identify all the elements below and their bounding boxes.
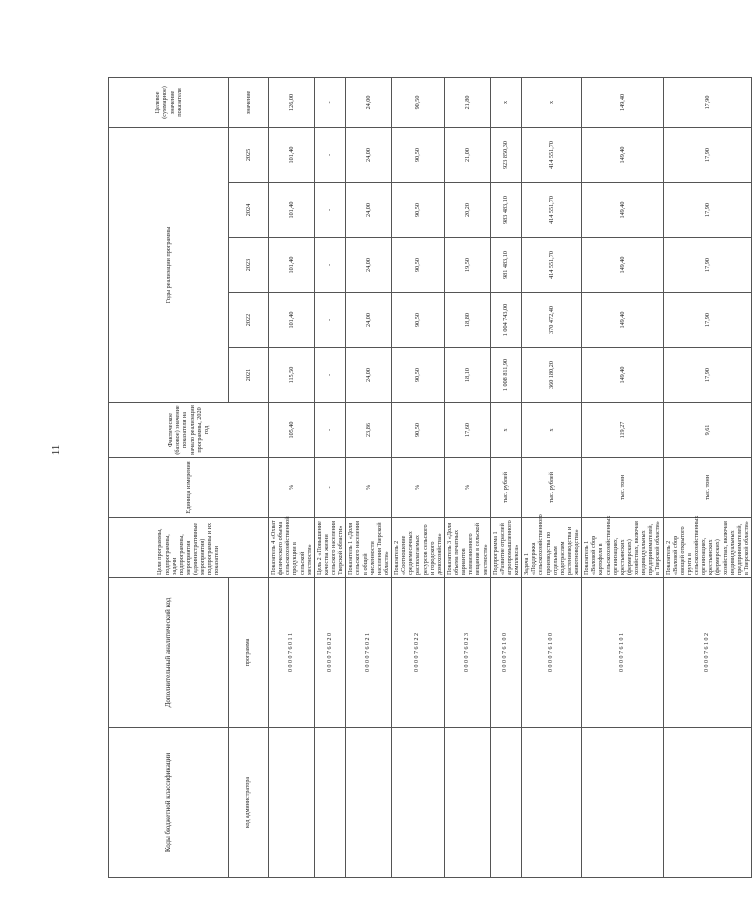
total-value-cell: 17,90 [663,77,752,127]
value-cell: 1 004 743,00 [490,293,522,348]
value-cell: 1 008 811,90 [490,348,522,403]
actual-value-cell: 17,60 [444,403,490,458]
indicator-name-cell: Показатель 1 «Валовой сбор картофеля в сельскохозяйственных организациях, крестьянских (фермерских) хозяйствах, включая индивидуальных предпринимателей, в Тверской области» [582,518,663,578]
unit-cell: тыс. рублей [490,458,522,518]
total-value-cell: x [490,77,522,127]
program-code-cell: 0 0 0 0 7 6 1 0 2 [663,578,752,728]
value-cell: 149,40 [582,348,663,403]
value-cell: 101,40 [269,293,315,348]
value-cell: 21,00 [444,127,490,182]
value-cell: 101,40 [269,127,315,182]
actual-value-cell: 9,61 [663,403,752,458]
actual-value-cell: 23,86 [346,403,392,458]
program-code-cell: 0 0 0 0 7 6 1 0 0 [522,578,582,728]
value-cell: 24,00 [346,293,392,348]
value-cell: 24,00 [346,127,392,182]
name-header: Цели программы, подпрограммы, задачи подпрограммы, мероприятия (административные мероприятия) подпрограммы и их показатели [109,518,269,578]
indicator-name-cell: Задача 1 «Поддержка сельскохозяйственного производства по отдельным подотраслям растениеводства и животноводства» [522,518,582,578]
unit-cell: % [392,458,445,518]
value-cell: 983 483,10 [490,183,522,238]
value-cell: 149,40 [582,238,663,293]
value-cell: 981 483,10 [490,238,522,293]
program-code-cell: 0 0 0 0 7 6 0 1 1 [269,578,315,728]
program-indicators-table [108,77,752,878]
unit-cell: тыс. тонн [582,458,663,518]
page-number: 11 [50,444,62,456]
value-cell: - [314,293,346,348]
budget-code-cell [522,728,582,878]
value-cell: 17,90 [663,127,752,182]
total-value-cell: - [314,77,346,127]
budget-class-header: Коды бюджетной классификации [109,728,229,878]
table-row [314,77,346,877]
actual-value-cell: x [522,403,582,458]
budget-code-cell [490,728,522,878]
unit-cell: % [346,458,392,518]
value-cell: 101,40 [269,183,315,238]
actual-value-cell: 90,50 [392,403,445,458]
year-2022: 2022 [229,293,269,348]
total-value-cell: 126,00 [269,77,315,127]
value-cell: 17,90 [663,183,752,238]
program-class-header: Дополнительный аналитический код [109,578,229,728]
budget-code-cell [269,728,315,878]
table-row [663,77,752,877]
value-cell: 20,20 [444,183,490,238]
actual-value-cell: 105,40 [269,403,315,458]
actual-value-cell: 119,27 [582,403,663,458]
value-cell: 370 472,40 [522,293,582,348]
indicator-name-cell: Подпрограмма 1 «Развитие отраслей агропромышленного комплекса» [490,518,522,578]
table-row [582,77,663,877]
value-cell: 414 551,70 [522,238,582,293]
value-cell: 149,40 [582,293,663,348]
total-value-cell: 149,40 [582,77,663,127]
value-cell: 115,50 [269,348,315,403]
value-cell: 90,50 [392,127,445,182]
total-value-cell: 21,80 [444,77,490,127]
table-row [490,77,522,877]
table-row [522,77,582,877]
actual-value-cell: x [490,403,522,458]
value-cell: 90,50 [392,183,445,238]
value-cell: 149,40 [582,127,663,182]
actual-value-cell: - [314,403,346,458]
unit-cell: тыс. тонн [663,458,752,518]
year-2025: 2025 [229,127,269,182]
year-2024: 2024 [229,183,269,238]
value-cell: 90,50 [392,238,445,293]
value-cell: 17,90 [663,293,752,348]
unit-cell: % [269,458,315,518]
budget-code-cell [392,728,445,878]
budget-code-cell [663,728,752,878]
value-cell: - [314,238,346,293]
table-row [392,77,445,877]
actual-header: Фактическое (базовое) значение показателя на начало реализации программы, 2020 год [109,403,269,458]
program-code-cell: 0 0 0 0 7 6 0 2 3 [444,578,490,728]
unit-cell: % [444,458,490,518]
value-cell: 24,00 [346,238,392,293]
years-group-header: Годы реализации программы [109,127,229,402]
total-value-cell: 90,50 [392,77,445,127]
budget-code-cell [346,728,392,878]
target-value-header: Целевое (суммарное) значение показателя [109,77,229,127]
program-code-cell: 0 0 0 0 7 6 0 2 1 [346,578,392,728]
indicator-name-cell: Показатель 4 «Охват физического объема сельскохозяйственной продукции в сельской местности» [269,518,315,578]
table-row [444,77,490,877]
value-cell: - [314,348,346,403]
program-code-cell: 0 0 0 0 7 6 1 0 1 [582,578,663,728]
indicator-name-cell: Цель 2 «Повышение качества жизни сельского населения Тверской области» [314,518,346,578]
program-code-cell: 0 0 0 0 7 6 1 0 0 [490,578,522,728]
program-code-cell: 0 0 0 0 7 6 0 2 2 [392,578,445,728]
unit-header: Единица измерения [109,458,269,518]
target-value-word: значение [229,77,269,127]
value-cell: 19,50 [444,238,490,293]
total-value-cell: 24,00 [346,77,392,127]
total-value-cell: x [522,77,582,127]
value-cell: 360 180,20 [522,348,582,403]
year-2021: 2021 [229,348,269,403]
value-cell: - [314,183,346,238]
rotated-table-block [108,78,750,878]
unit-cell: - [314,458,346,518]
indicator-name-cell: Показатель 1 «Доля сельского населения в общей численности населения Тверской области» [346,518,392,578]
value-cell: 18,10 [444,348,490,403]
value-cell: 24,00 [346,348,392,403]
value-cell: 90,50 [392,348,445,403]
indicator-name-cell: Показатель 2 «Валовой сбор овощей открытого грунта в сельскохозяйственных организациях, крестьянских (фермерских) хозяйствах, включая индивидуальных предпринимателей, в Тверской области» [663,518,752,578]
value-cell: 17,90 [663,348,752,403]
value-cell: 101,40 [269,238,315,293]
indicator-name-cell: Показатель 2 «Соотношение среднемесячных располагаемых ресурсов сельского и городского домохозяйства» [392,518,445,578]
program-code-cell: 0 0 0 0 7 6 0 2 0 [314,578,346,728]
value-cell: 414 551,70 [522,183,582,238]
value-cell: 24,00 [346,183,392,238]
value-cell: 18,80 [444,293,490,348]
budget-code-subheader: код администратора [229,728,269,878]
value-cell: 414 551,70 [522,127,582,182]
value-cell: 17,90 [663,238,752,293]
table-row [269,77,315,877]
indicator-name-cell: Показатель 3 «Доля объема печатных вариантов телевизионного вещания в сельской местности» [444,518,490,578]
budget-code-cell [444,728,490,878]
table-row [346,77,392,877]
budget-code-cell [582,728,663,878]
unit-cell: тыс. рублей [522,458,582,518]
program-code-subheader: программа [229,578,269,728]
year-2023: 2023 [229,238,269,293]
value-cell: 923 850,30 [490,127,522,182]
value-cell: 149,40 [582,183,663,238]
value-cell: 90,50 [392,293,445,348]
value-cell: - [314,127,346,182]
budget-code-cell [314,728,346,878]
